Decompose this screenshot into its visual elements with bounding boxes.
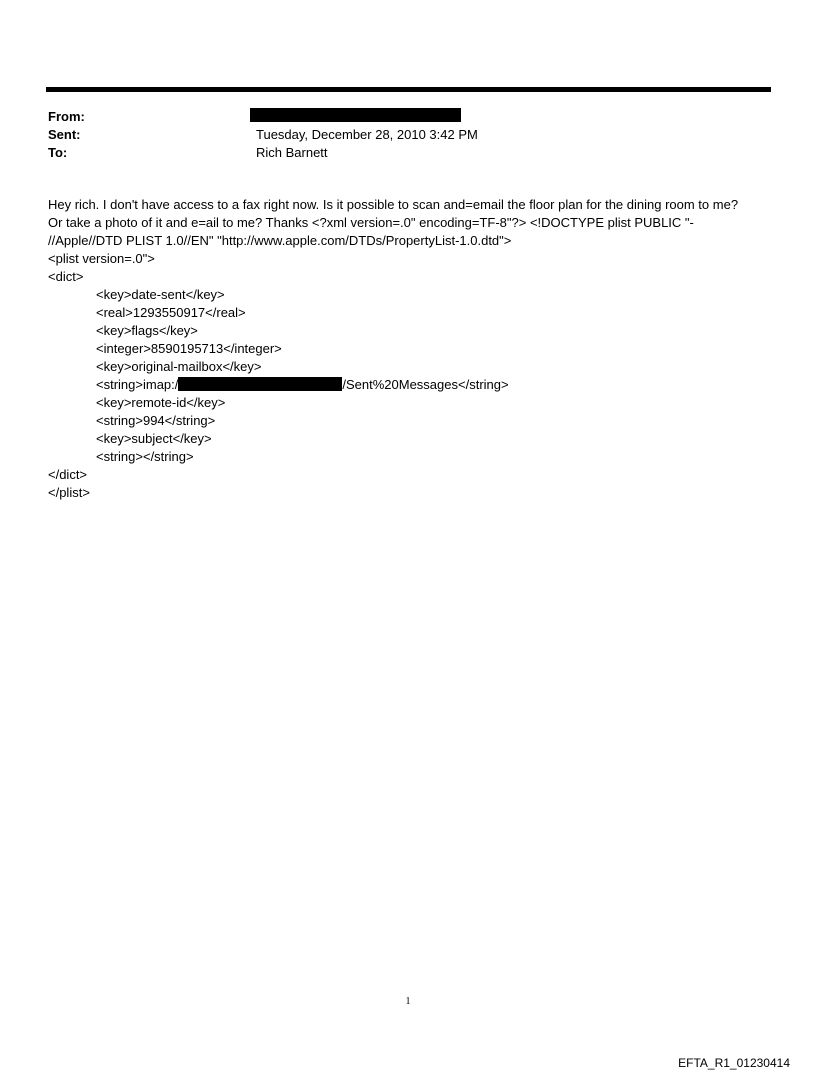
from-redaction xyxy=(250,108,461,122)
mailbox-string xyxy=(48,376,778,394)
key-flags: <key>flags</key> xyxy=(96,323,198,338)
header-rule xyxy=(46,87,771,92)
sent-row xyxy=(48,126,748,144)
subject-value: <string></string> xyxy=(96,449,194,464)
email-body xyxy=(48,196,778,502)
body-line: //Apple//DTD PLIST 1.0//EN" "http://www.apple.com/DTDs/PropertyList-1.0.dtd"> xyxy=(48,233,512,248)
plist-close: </plist> xyxy=(48,485,90,500)
sent-value: Tuesday, December 28, 2010 3:42 PM xyxy=(256,127,478,142)
remote-id-value: <string>994</string> xyxy=(96,413,216,428)
from-label: From: xyxy=(48,109,85,124)
to-value: Rich Barnett xyxy=(256,145,328,160)
to-row xyxy=(48,144,748,162)
key-date-sent: <key>date-sent</key> xyxy=(96,287,225,302)
dict-open: <dict> xyxy=(48,269,84,284)
to-label: To: xyxy=(48,145,68,160)
page-number: 1 xyxy=(405,996,411,1007)
mailbox-redaction xyxy=(178,377,342,391)
dict-close: </dict> xyxy=(48,467,88,482)
sent-label: Sent: xyxy=(48,127,81,142)
mailbox-prefix: <string>imap:/ xyxy=(96,377,179,392)
key-subject: <key>subject</key> xyxy=(96,431,212,446)
integer-value: <integer>8590195713</integer> xyxy=(96,341,282,356)
key-remote-id: <key>remote-id</key> xyxy=(96,395,226,410)
document-id: EFTA_R1_01230414 xyxy=(678,1056,790,1070)
body-line: Hey rich. I don't have access to a fax right now. Is it possible to scan and=email the floor plan for the dining room to me? xyxy=(48,197,739,212)
plist-open: <plist version=.0"> xyxy=(48,251,155,266)
real-value: <real>1293550917</real> xyxy=(96,305,246,320)
body-line: Or take a photo of it and e=ail to me? Thanks <?xml version=.0" encoding=TF-8"?> <!DOCTYPE plist PUBLIC "- xyxy=(48,215,694,230)
mailbox-suffix: /Sent%20Messages</string> xyxy=(342,377,509,392)
key-original-mailbox: <key>original-mailbox</key> xyxy=(96,359,262,374)
